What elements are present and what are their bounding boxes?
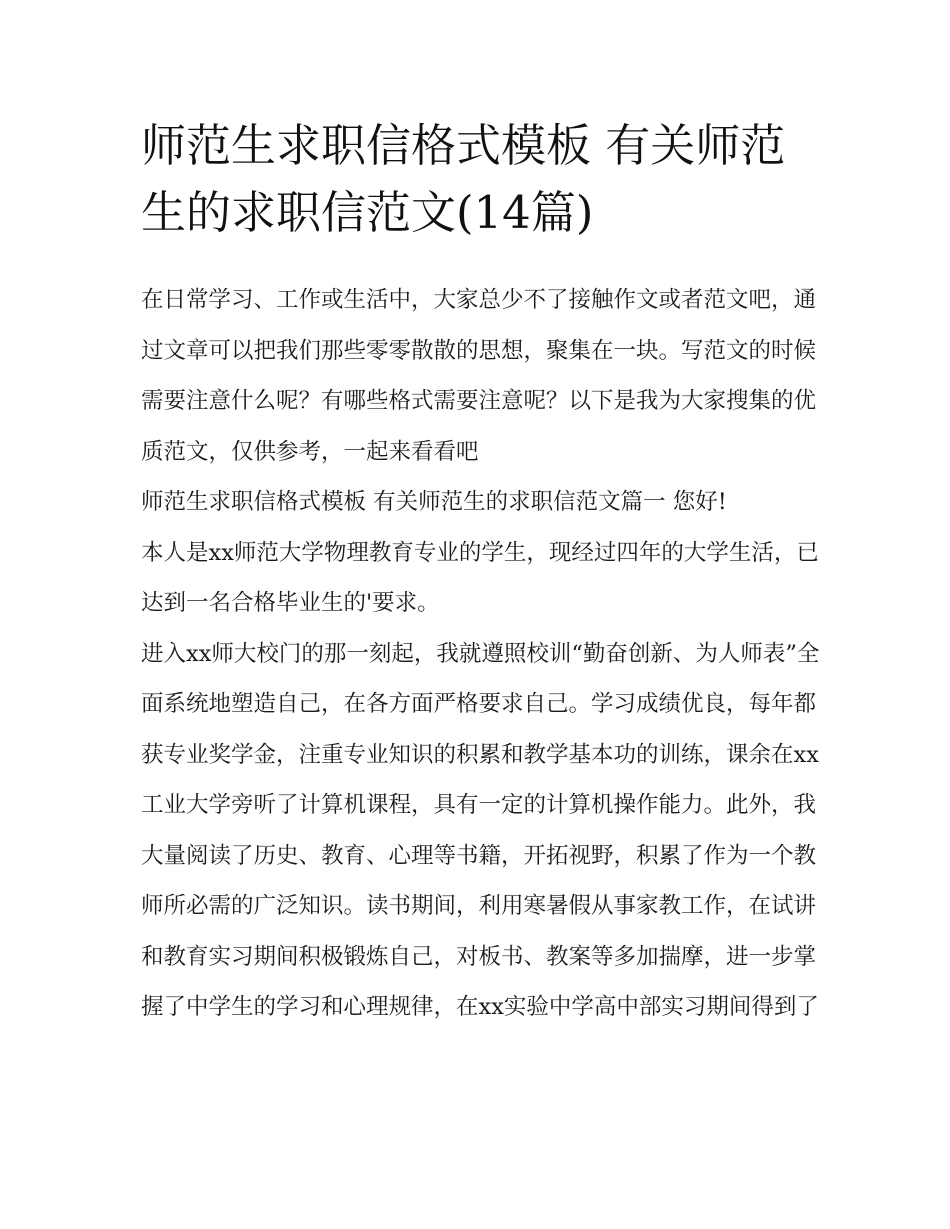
- body-paragraph-2: 进入xx师大校门的那一刻起，我就遵照校训“勤奋创新、为人师表”全面系统地塑造自己，在各方面严格要求自己。学习成绩优良，每年都获专业奖学金，注重专业知识的积累和教学基本功的训练，课余在xx工业大学旁听了计算机课程，具有一定的计算机操作能力。此外，我大量阅读了历史、教育、心理等书籍，开拓视野，积累了作为一个教师所必需的广泛知识。读书期间，利用寒暑假从事家教工作，在试讲和教育实习期间积极锻炼自己，对板书、教案等多加揣摩，进一步掌握了中学生的学习和心理规律，在xx实验中学高中部实习期间得到了: [141, 640, 820, 1020]
- document-title: 师范生求职信格式模板 有关师范生的求职信范文(14篇): [141, 119, 786, 239]
- document-body: [141, 275, 831, 1033]
- section-heading: 师范生求职信格式模板 有关师范生的求职信范文篇一 您好!: [141, 489, 727, 515]
- body-paragraph-1: 本人是xx师范大学物理教育专业的学生，现经过四年的大学生活，已达到一名合格毕业生的'要求。: [141, 539, 819, 616]
- intro-paragraph: 在日常学习、工作或生活中，大家总少不了接触作文或者范文吧，通过文章可以把我们那些零零散散的思想，聚集在一块。写范文的时候需要注意什么呢？有哪些格式需要注意呢？以下是我为大家搜集的优质范文，仅供参考，一起来看看吧: [141, 287, 817, 465]
